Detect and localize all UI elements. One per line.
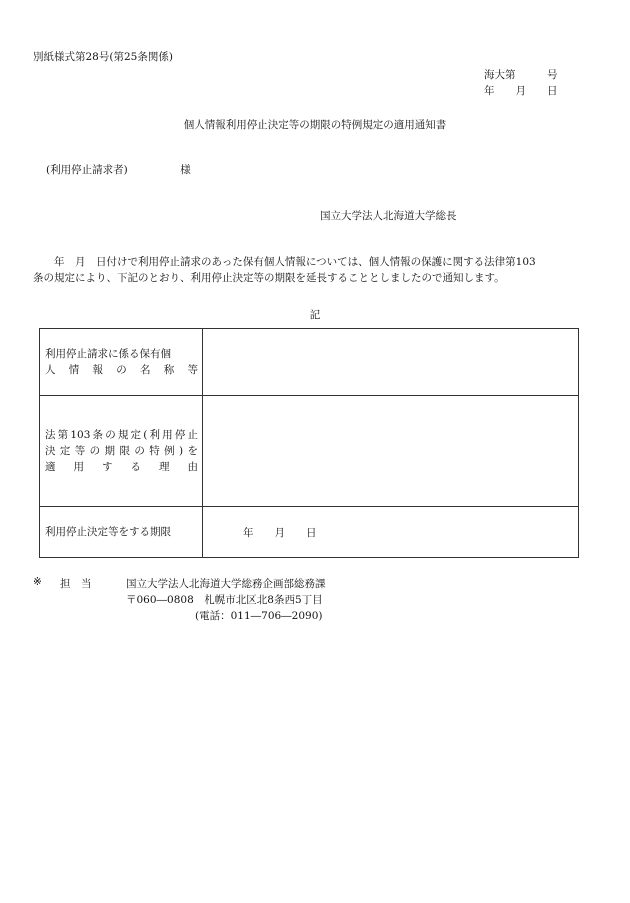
label-line: 利用停止決定等をする期限: [45, 526, 171, 538]
table-row: [40, 507, 579, 558]
label-line: 利用停止請求に係る保有個: [45, 348, 171, 360]
reason-field[interactable]: [203, 396, 579, 507]
document-title: 個人情報利用停止決定等の期限の特例規定の適用通知書: [183, 119, 447, 131]
table-row: [40, 396, 579, 507]
issue-date: 年 月 日: [484, 85, 558, 97]
info-table: [39, 328, 579, 558]
ki-heading: 記: [309, 309, 321, 321]
note-mark: ※: [33, 576, 42, 588]
body-line: 年 月 日付けで利用停止請求のあった保有個人情報については、個人情報の保護に関する法律第103: [33, 256, 536, 268]
contact-address: 〒060―0808 札幌市北区北8条西5丁目: [126, 594, 323, 606]
contact-organization: 国立大学法人北海道大学総務企画部総務課: [126, 578, 326, 590]
table-label-cell: [40, 329, 203, 396]
addressee: (利用停止請求者) 様: [46, 164, 191, 176]
table-label-cell: [40, 396, 203, 507]
sender: 国立大学法人北海道大学総長: [320, 210, 457, 222]
contact-role: 担 当: [60, 578, 92, 590]
table-row: [40, 329, 579, 396]
table-label-cell: [40, 507, 203, 558]
form-id: 別紙様式第28号(第25条関係): [33, 51, 173, 63]
body-line: 条の規定により、下記のとおり、利用停止決定等の期限を延長することとしましたので通知します。: [33, 272, 505, 284]
label-line: 適用する理由: [45, 461, 198, 473]
contact-phone: (電話：011―706―2090): [195, 610, 323, 622]
body-paragraph: [33, 254, 593, 286]
document-number: 海大第 号: [484, 69, 558, 81]
deadline-date: 年 月 日: [243, 526, 317, 539]
deadline-field[interactable]: [203, 507, 579, 558]
label-line: 人情報の名称等: [45, 364, 198, 376]
info-name-field[interactable]: [203, 329, 579, 396]
label-line: 決定等の期限の特例)を: [45, 445, 198, 457]
label-line: 法第103条の規定(利用停止: [45, 429, 198, 441]
